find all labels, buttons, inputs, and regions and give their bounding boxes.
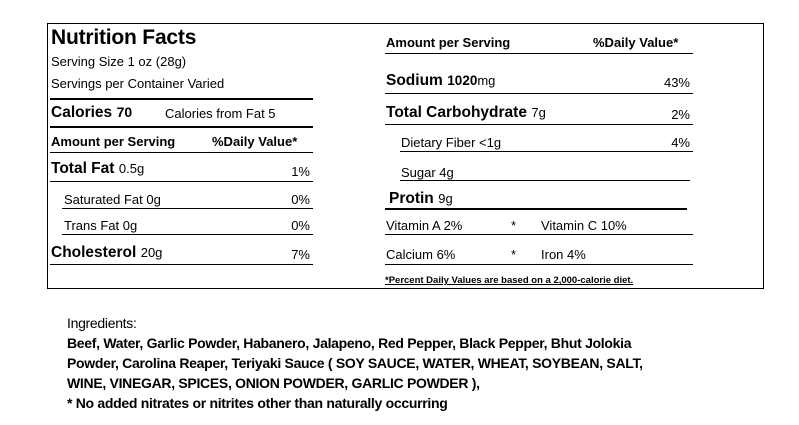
protein-amount: 9g xyxy=(438,191,453,206)
divider xyxy=(50,152,313,153)
divider xyxy=(385,93,693,94)
dv-header-left: %Daily Value* xyxy=(212,134,298,149)
carb-row xyxy=(386,104,546,122)
divider xyxy=(385,234,693,235)
dietary-fiber: Dietary Fiber <1g xyxy=(401,135,502,150)
divider xyxy=(50,181,313,182)
amount-header-left: Amount per Serving xyxy=(51,134,176,149)
iron: Iron 4% xyxy=(541,247,586,262)
cholesterol-amount: 20g xyxy=(140,245,163,260)
divider xyxy=(385,53,693,54)
ingredients-line-1: Beef, Water, Garlic Powder, Habanero, Jalapeno, Red Pepper, Black Pepper, Bhut Jolokia xyxy=(67,335,632,351)
ingredients-line-2: Powder, Carolina Reaper, Teriyaki Sauce ( SOY SAUCE, WATER, WHEAT, SOYBEAN, SALT, xyxy=(67,355,643,371)
divider xyxy=(385,264,693,265)
divider xyxy=(50,98,313,100)
nitrates-note: * No added nitrates or nitrites other than naturally occurring xyxy=(67,395,448,411)
cholesterol-dv: 7% xyxy=(291,247,310,262)
dietary-fiber-dv: 4% xyxy=(671,135,690,150)
servings-per-container: Servings per Container Varied xyxy=(51,76,225,91)
sodium-dv: 43% xyxy=(663,75,690,90)
separator-star: * xyxy=(511,218,517,233)
total-fat-label: Total Fat xyxy=(51,160,115,177)
carb-amount: 7g xyxy=(531,105,546,120)
separator-star: * xyxy=(511,247,517,262)
divider xyxy=(50,126,313,128)
saturated-fat: Saturated Fat 0g xyxy=(64,192,161,207)
cholesterol-label: Cholesterol xyxy=(51,244,137,261)
divider xyxy=(385,124,693,125)
divider xyxy=(50,264,313,265)
trans-fat: Trans Fat 0g xyxy=(64,218,138,233)
total-fat-row xyxy=(51,160,144,178)
sodium-label: Sodium xyxy=(386,72,443,89)
divider xyxy=(62,208,313,209)
daily-values-footnote: *Percent Daily Values are based on a 2,000-calorie diet. xyxy=(385,275,634,286)
divider xyxy=(385,208,687,210)
ingredients-line-3: WINE, VINEGAR, SPICES, ONION POWDER, GARLIC POWDER ), xyxy=(67,375,480,391)
divider xyxy=(62,234,313,235)
sodium-unit: mg xyxy=(477,73,496,88)
calories-row xyxy=(51,104,132,122)
divider xyxy=(400,180,690,181)
carb-dv: 2% xyxy=(671,107,690,122)
amount-header-right: Amount per Serving xyxy=(386,35,511,50)
total-fat-amount: 0.5g xyxy=(118,161,145,176)
dv-header-right: %Daily Value* xyxy=(593,35,679,50)
serving-size: Serving Size 1 oz (28g) xyxy=(51,54,187,69)
calories-label: Calories xyxy=(51,104,113,121)
total-fat-dv: 1% xyxy=(291,164,310,179)
ingredients-heading: Ingredients: xyxy=(67,315,137,331)
calories-from-fat: Calories from Fat 5 xyxy=(165,106,276,121)
trans-fat-dv: 0% xyxy=(291,218,310,233)
protein-label: Protin xyxy=(389,190,434,207)
carb-label: Total Carbohydrate xyxy=(386,104,527,121)
vitamin-c: Vitamin C 10% xyxy=(541,218,627,233)
divider xyxy=(400,151,693,152)
sodium-amount: 1020 xyxy=(447,73,478,88)
vitamin-a: Vitamin A 2% xyxy=(386,218,463,233)
cholesterol-row xyxy=(51,244,162,262)
sodium-row xyxy=(386,72,495,90)
protein-row xyxy=(389,190,453,208)
calories-value: 70 xyxy=(116,104,133,120)
sugar: Sugar 4g xyxy=(401,165,454,180)
calcium: Calcium 6% xyxy=(386,247,456,262)
nutrition-facts-title: Nutrition Facts xyxy=(51,26,197,49)
saturated-fat-dv: 0% xyxy=(291,192,310,207)
